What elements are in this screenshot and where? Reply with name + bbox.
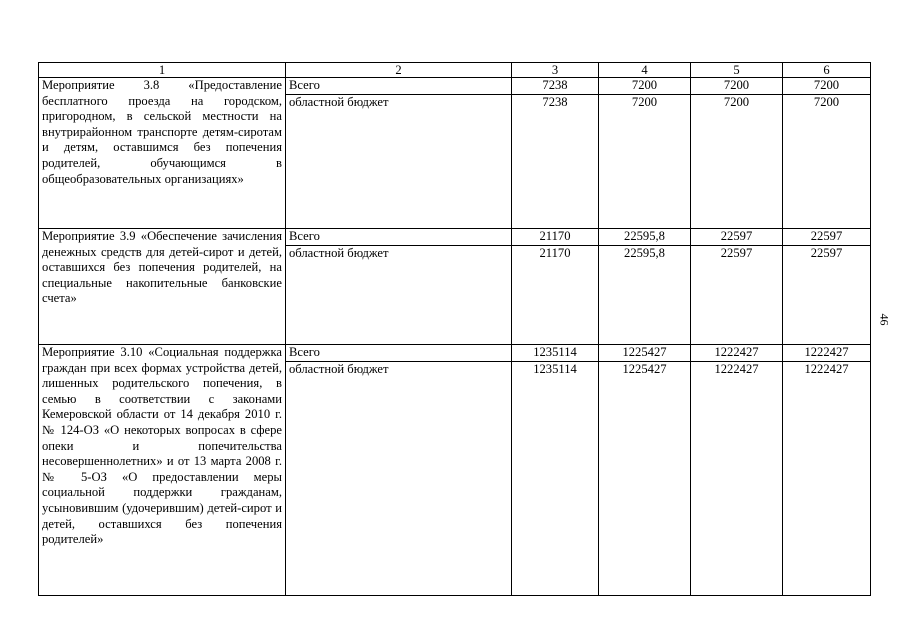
value-cell: 7238 (512, 78, 599, 95)
value-cell: 7200 (691, 94, 783, 228)
value-cell: 22595,8 (599, 245, 691, 344)
value-cell: 22597 (691, 229, 783, 246)
measure-description: Мероприятие 3.8 «Предоставление бесплатного проезда на городском, пригородном, в сельской местности на внутрирайонном транспорте детям-сиротам и детям, оставшимся без попечения родителей, обучающимся в общеобразовательных организациях» (39, 78, 286, 229)
value-cell: 21170 (512, 245, 599, 344)
value-cell: 7200 (599, 78, 691, 95)
table-row (39, 229, 871, 246)
value-cell: 7238 (512, 94, 599, 228)
header-cell: 3 (512, 63, 599, 78)
funding-source: Всего (286, 78, 512, 95)
funding-source: Всего (286, 229, 512, 246)
value-cell: 1222427 (691, 361, 783, 595)
value-cell: 1235114 (512, 361, 599, 595)
value-cell: 22597 (783, 229, 871, 246)
header-cell: 1 (39, 63, 286, 78)
value-cell: 22597 (783, 245, 871, 344)
header-cell: 4 (599, 63, 691, 78)
value-cell: 7200 (691, 78, 783, 95)
funding-source: областной бюджет (286, 361, 512, 595)
measure-description: Мероприятие 3.10 «Социальная поддержка граждан при всех формах устройства детей, лишенных родительского попечения, в семью в соответствии с законами Кемеровской области от 14 декабря 2010 г. № 124-ОЗ «О некоторых вопросах в сфере опеки и попечительства несовершеннолетних» и от 13 марта 2008 г. № 5-ОЗ «О предоставлении меры социальной поддержки гражданам, усыновившим (удочерившим) детей-сирот и детей, оставшихся без попечения родителей» (39, 345, 286, 596)
value-cell: 22595,8 (599, 229, 691, 246)
value-cell: 7200 (783, 94, 871, 228)
value-cell: 1222427 (783, 345, 871, 362)
value-cell: 1225427 (599, 361, 691, 595)
page-number: 46 (877, 313, 892, 326)
value-cell: 1235114 (512, 345, 599, 362)
value-cell: 1222427 (691, 345, 783, 362)
header-cell: 2 (286, 63, 512, 78)
value-cell: 1225427 (599, 345, 691, 362)
value-cell: 7200 (599, 94, 691, 228)
table-row (39, 78, 871, 95)
table-row (39, 345, 871, 362)
funding-source: областной бюджет (286, 94, 512, 228)
funding-source: областной бюджет (286, 245, 512, 344)
funding-source: Всего (286, 345, 512, 362)
header-cell: 6 (783, 63, 871, 78)
budget-table (38, 62, 871, 596)
value-cell: 1222427 (783, 361, 871, 595)
value-cell: 7200 (783, 78, 871, 95)
header-row (39, 63, 871, 78)
value-cell: 21170 (512, 229, 599, 246)
value-cell: 22597 (691, 245, 783, 344)
header-cell: 5 (691, 63, 783, 78)
measure-description: Мероприятие 3.9 «Обеспечение зачисления денежных средств для детей-сирот и детей, оставшихся без попечения родителей, на специальные накопительные банковские счета» (39, 229, 286, 345)
